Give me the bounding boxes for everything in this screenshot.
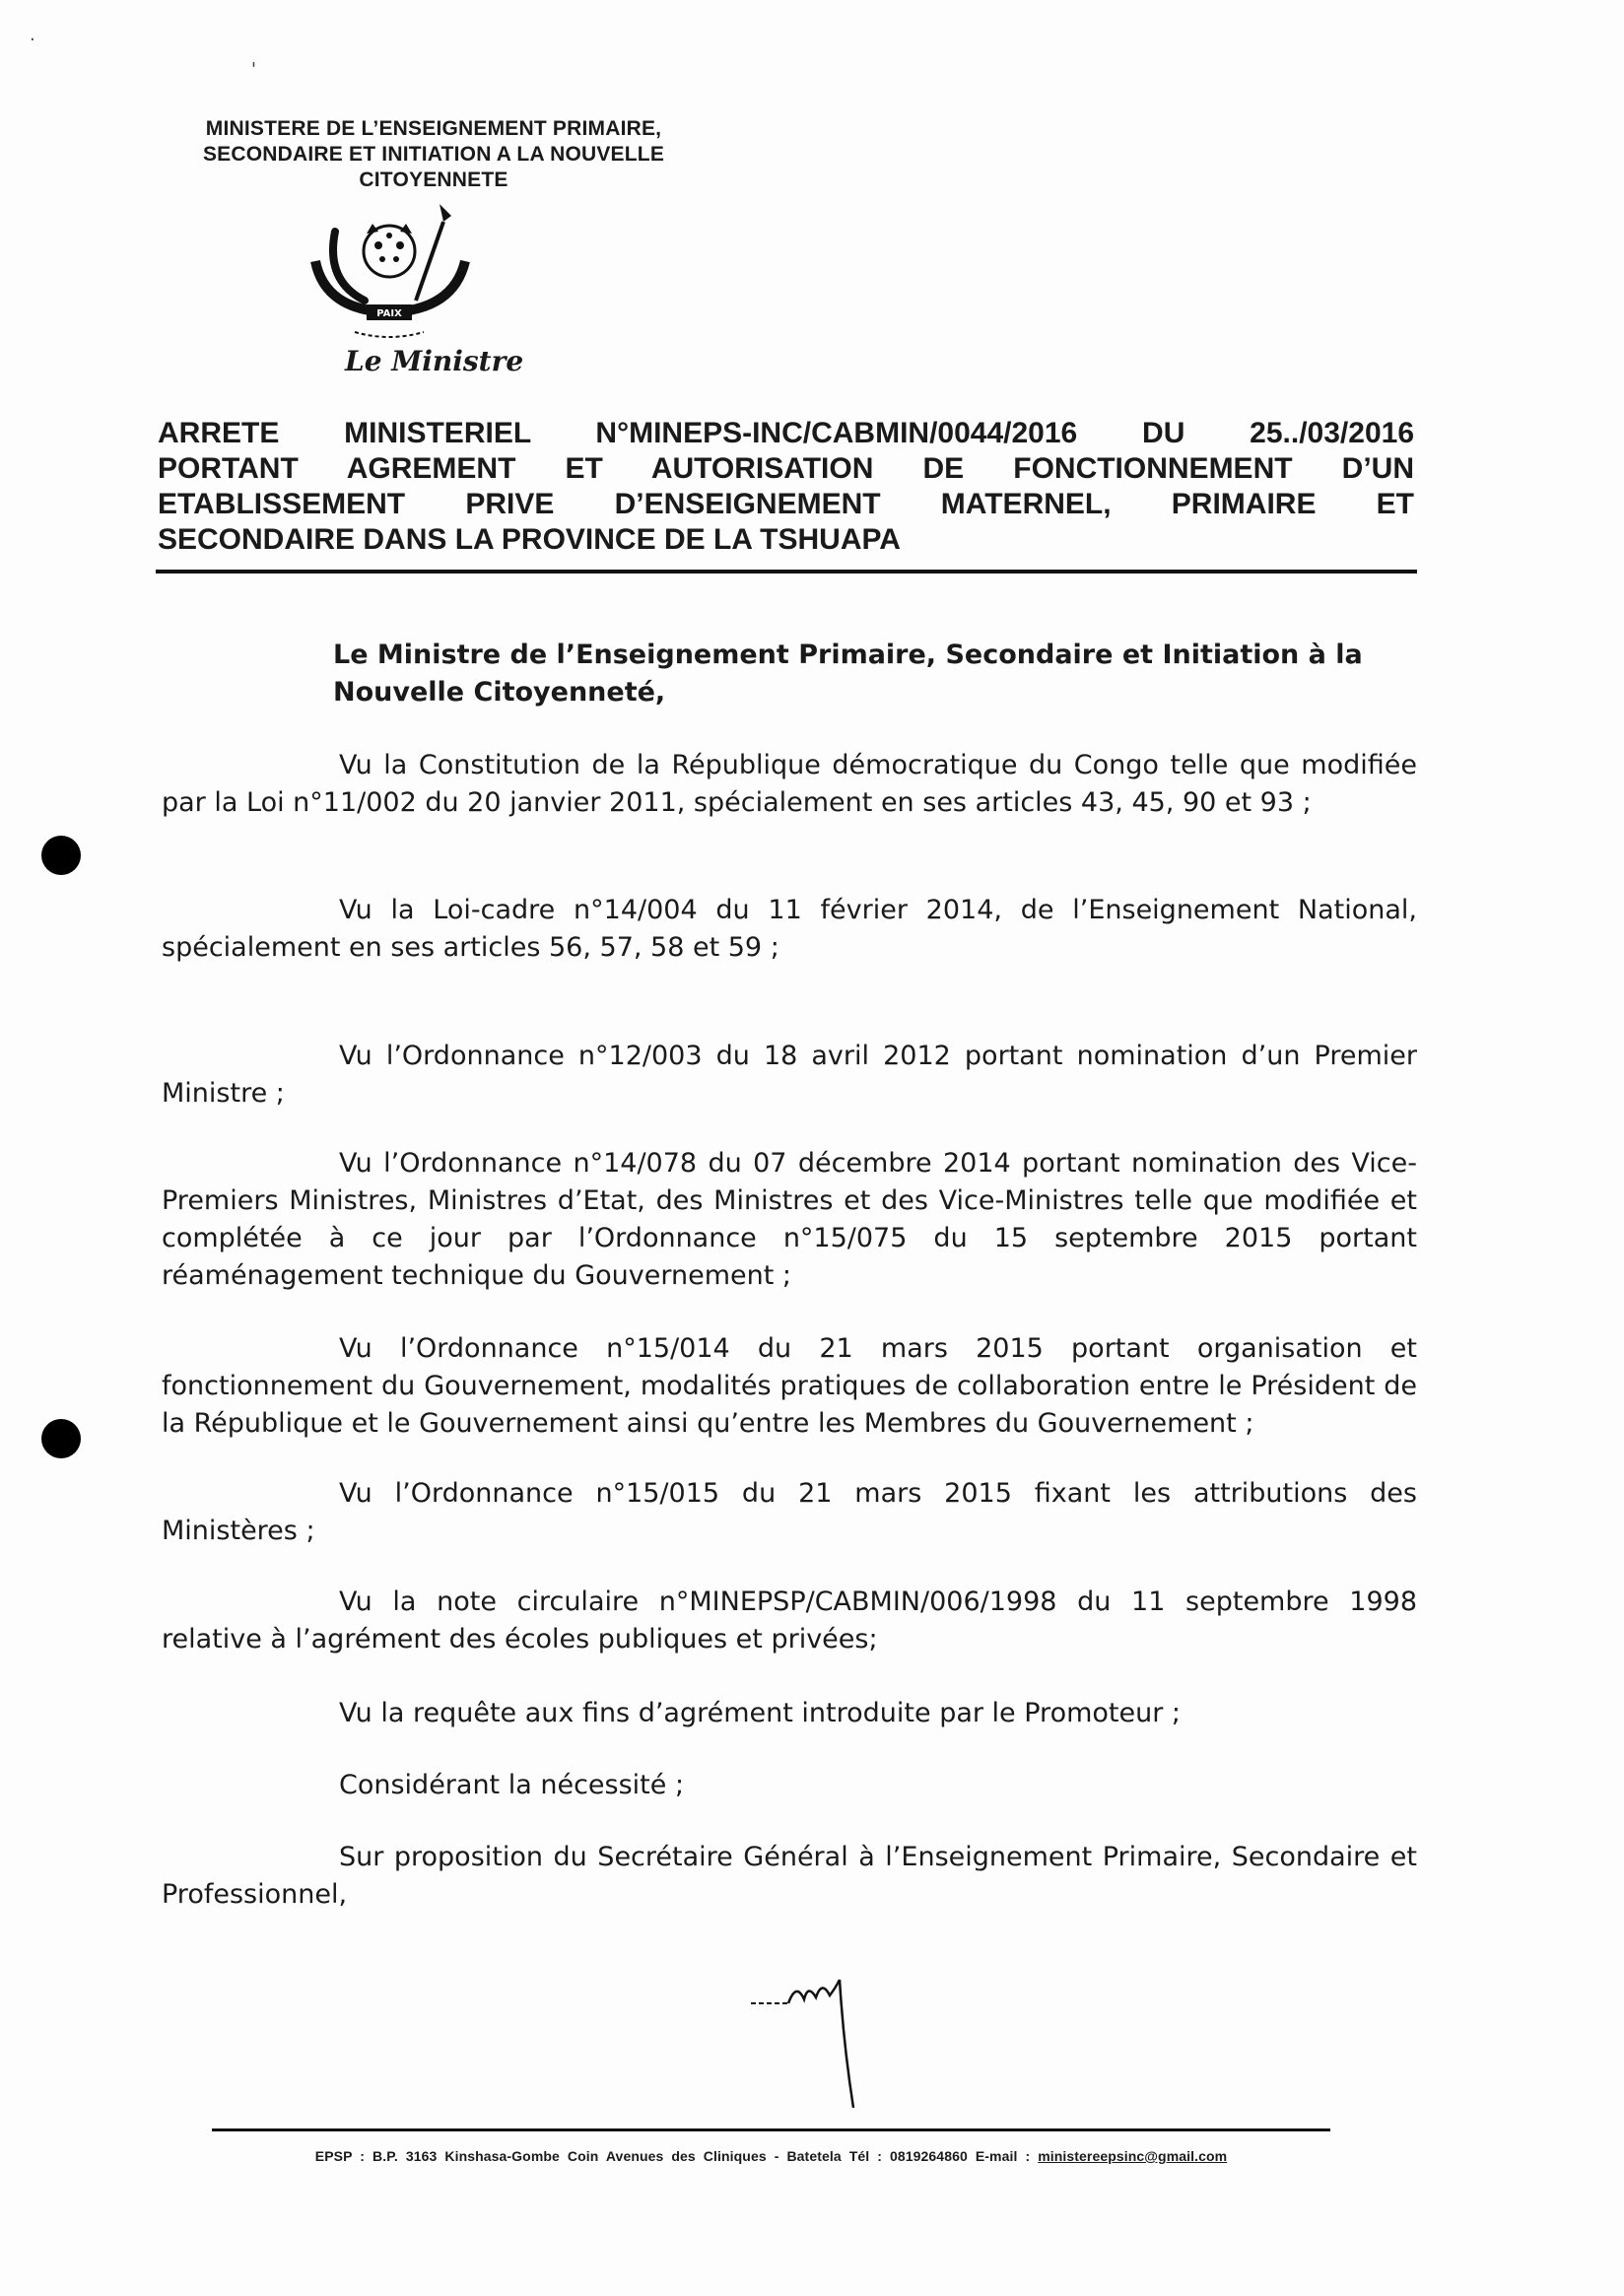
recital-paragraph: Vu la Constitution de la République démocratique du Congo telle que modifiée par la Loi n°11/002 du 20 janvier 2011, spécialement en ses articles 43, 45, 90 et 93 ;	[162, 750, 1417, 818]
recital-paragraph: Vu la requête aux fins d’agrément introduite par le Promoteur ;	[339, 1698, 1181, 1728]
recital-paragraph: Vu la note circulaire n°MINEPSP/CABMIN/006/1998 du 11 septembre 1998 relative à l’agrément des écoles publiques et privées;	[162, 1587, 1417, 1654]
decree-title-line1: ARRETE MINISTERIEL N°MINEPS-INC/CABMIN/0044/2016 DU 25../03/2016	[158, 417, 1414, 449]
coat-of-arms-icon	[296, 202, 483, 355]
footer-address: EPSP : B.P. 3163 Kinshasa-Gombe Coin Avenues des Cliniques - Batetela Tél : 0819264860 E-mail :	[314, 2148, 1031, 2164]
recital-paragraph: Vu l’Ordonnance n°15/014 du 21 mars 2015 portant organisation et fonctionnement du Gouvernement, modalités pratiques de collaboration entre le Président de la République et le Gouvernement ainsi qu’entre les Membres du Gouvernement ;	[162, 1333, 1417, 1439]
recital-paragraph: Vu l’Ordonnance n°15/015 du 21 mars 2015 fixant les attributions des Ministères ;	[162, 1478, 1417, 1546]
footer-rule	[212, 2128, 1330, 2131]
decree-title-line2: PORTANT AGREMENT ET AUTORISATION DE FONCTIONNEMENT D’UN	[158, 452, 1414, 485]
punch-hole	[41, 1419, 81, 1458]
recital-paragraph: Considérant la nécessité ;	[339, 1770, 685, 1800]
punch-hole	[41, 836, 81, 875]
handwritten-paraph-icon	[749, 1976, 877, 2114]
footer-email-link[interactable]: ministereepsinc@gmail.com	[1038, 2148, 1228, 2164]
addressee: Le Ministre de l’Enseignement Primaire, Secondaire et Initiation à la Nouvelle Citoyenneté,	[333, 640, 1363, 708]
signatory-title: Le Ministre	[345, 345, 524, 377]
decree-title	[158, 416, 1414, 558]
recital-paragraph: Vu l’Ordonnance n°12/003 du 18 avril 2012 portant nomination d’un Premier Ministre ;	[162, 1041, 1417, 1109]
scan-artifact: ·	[30, 30, 35, 50]
decree-title-line4: SECONDAIRE DANS LA PROVINCE DE LA TSHUAPA	[158, 523, 901, 556]
decree-title-line3: ETABLISSEMENT PRIVE D’ENSEIGNEMENT MATERNEL, PRIMAIRE ET	[158, 488, 1414, 520]
scan-artifact: '	[251, 59, 256, 80]
recital-paragraph: Vu l’Ordonnance n°14/078 du 07 décembre 2014 portant nomination des Vice-Premiers Ministres, Ministres d’Etat, des Ministres et des Vice-Ministres telle que modifiée et complétée à ce jour par l’Ordonnance n°15/075 du 15 septembre 2015 portant réaménagement technique du Gouvernement ;	[162, 1148, 1417, 1291]
ministry-name-line1: MINISTERE DE L’ENSEIGNEMENT PRIMAIRE,	[205, 117, 662, 140]
ministry-name-line2: SECONDAIRE ET INITIATION A LA NOUVELLE	[202, 143, 665, 166]
footer-contact	[212, 2148, 1330, 2164]
recital-paragraph: Sur proposition du Secrétaire Général à l’Enseignement Primaire, Secondaire et Professionnel,	[162, 1842, 1417, 1910]
emblem-motto: PAIX	[376, 308, 402, 319]
ministry-name-line3: CITOYENNETE	[359, 169, 508, 191]
title-underline	[156, 570, 1417, 574]
ministry-header	[148, 116, 719, 193]
recital-paragraph: Vu la Loi-cadre n°14/004 du 11 février 2014, de l’Enseignement National, spécialement en ses articles 56, 57, 58 et 59 ;	[162, 895, 1417, 963]
